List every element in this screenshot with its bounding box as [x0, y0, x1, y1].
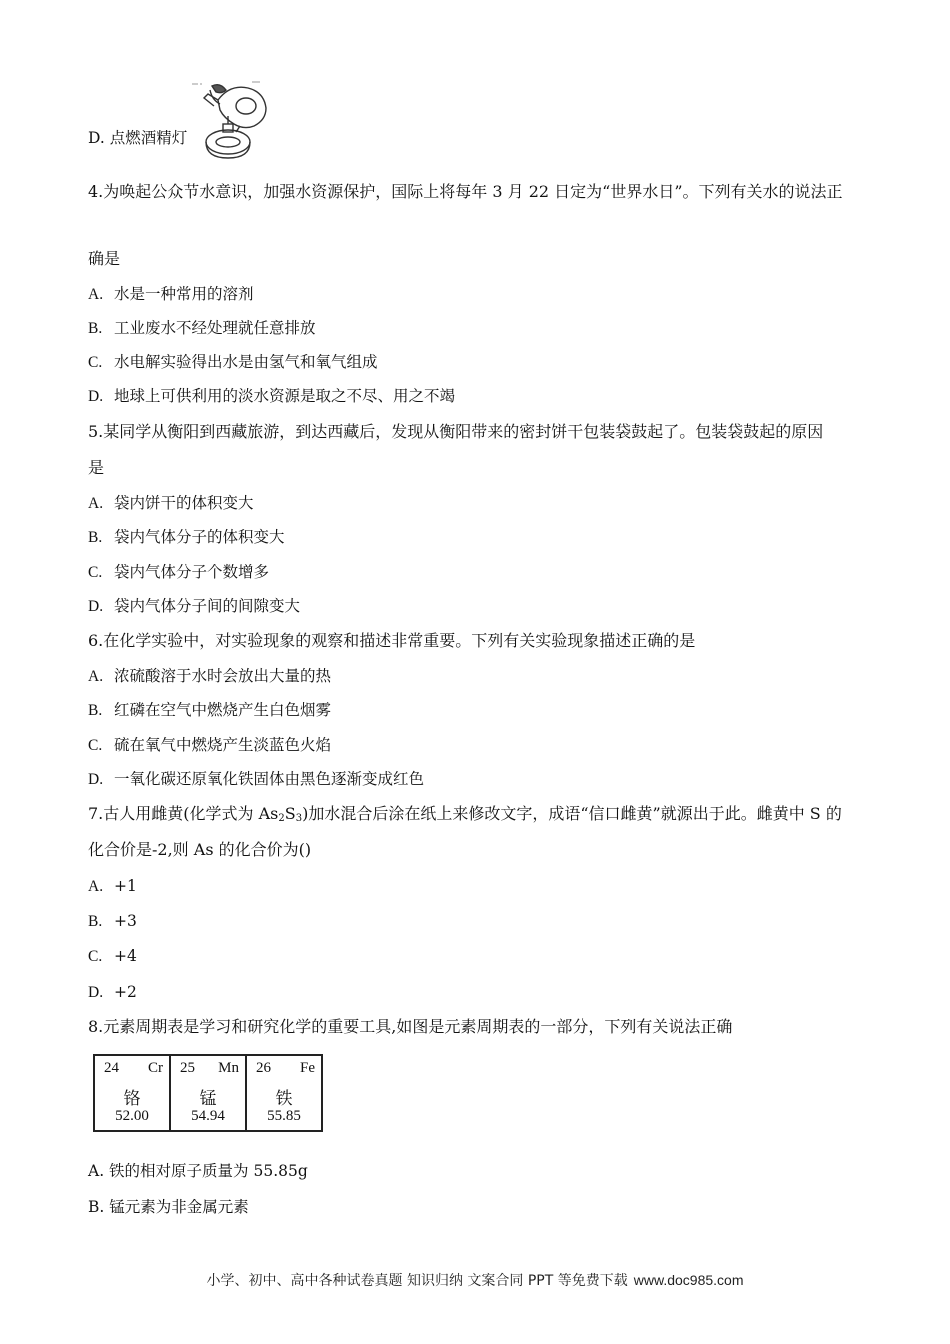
q4-option: C. 水电解实验得出水是由氢气和氧气组成 [88, 353, 378, 371]
q6-stem-line1: 6.在化学实验中，对实验现象的观察和描述非常重要。下列有关实验现象描述正确的是 [88, 631, 696, 650]
q4-option: A. 水是一种常用的溶剂 [88, 285, 254, 303]
q6-option: A. 浓硫酸溶于水时会放出大量的热 [88, 667, 332, 685]
q8-option-b: B. 锰元素为非金属元素 [88, 1198, 249, 1216]
footer-text: 小学、初中、高中各种试卷真题 知识归纳 文案合同 PPT 等免费下载 [206, 1273, 628, 1289]
alcohol-lamp-illustration [190, 80, 282, 162]
q5-option: A. 袋内饼干的体积变大 [88, 494, 254, 512]
q4-option: D. 地球上可供利用的淡水资源是取之不尽、用之不竭 [88, 387, 456, 405]
periodic-table-fragment [93, 1054, 323, 1132]
q5-stem-line2: 是 [88, 458, 105, 477]
q8-stem-line1: 8.元素周期表是学习和研究化学的重要工具,如图是元素周期表的一部分，下列有关说法正确 [88, 1017, 733, 1036]
q4-stem-line1: 4.为唤起公众节水意识，加强水资源保护，国际上将每年 3 月 22 日定为“世界水日”。下列有关水的说法正 [88, 182, 843, 201]
element-cell-cr: 24 Cr 铬 52.00 [94, 1055, 170, 1131]
q7-stem-line2: 化合价是-2,则 As 的化合价为() [88, 840, 312, 859]
q4-option: B. 工业废水不经处理就任意排放 [88, 319, 316, 337]
q5-option: C. 袋内气体分子个数增多 [88, 563, 270, 581]
q5-option: B. 袋内气体分子的体积变大 [88, 528, 285, 546]
q7-option: C. +4 [88, 947, 137, 965]
q4-stem-line2: 确是 [88, 249, 121, 268]
q6-option: B. 红磷在空气中燃烧产生白色烟雾 [88, 701, 332, 719]
q3-option-d: D. 点燃酒精灯 [88, 129, 188, 147]
q6-option: C. 硫在氧气中燃烧产生淡蓝色火焰 [88, 736, 332, 754]
footer-site-link[interactable]: www.doc985.com [633, 1272, 744, 1288]
q7-option: B. +3 [88, 912, 137, 930]
q7-stem-line1: 7.古人用雌黄(化学式为 $As_2S_3$)加水混合后涂在纸上来修改文字，成语“信口雌黄”就源出于此。雌黄中 S 的 [88, 804, 842, 824]
q7-option: A. +1 [88, 877, 137, 895]
element-cell-fe: 26 Fe 铁 55.85 [246, 1055, 322, 1131]
q5-option: D. 袋内气体分子间的间隙变大 [88, 597, 301, 615]
element-cell-mn: 25 Mn 锰 54.94 [170, 1055, 246, 1131]
q8-option-a: A. 铁的相对原子质量为 55.85g [88, 1162, 308, 1180]
q7-option: D. +2 [88, 983, 137, 1001]
q5-stem-line1: 5.某同学从衡阳到西藏旅游，到达西藏后，发现从衡阳带来的密封饼干包装袋鼓起了。包装袋鼓起的原因 [88, 422, 824, 441]
page-footer [0, 1270, 950, 1290]
q6-option: D. 一氧化碳还原氧化铁固体由黑色逐渐变成红色 [88, 770, 425, 788]
